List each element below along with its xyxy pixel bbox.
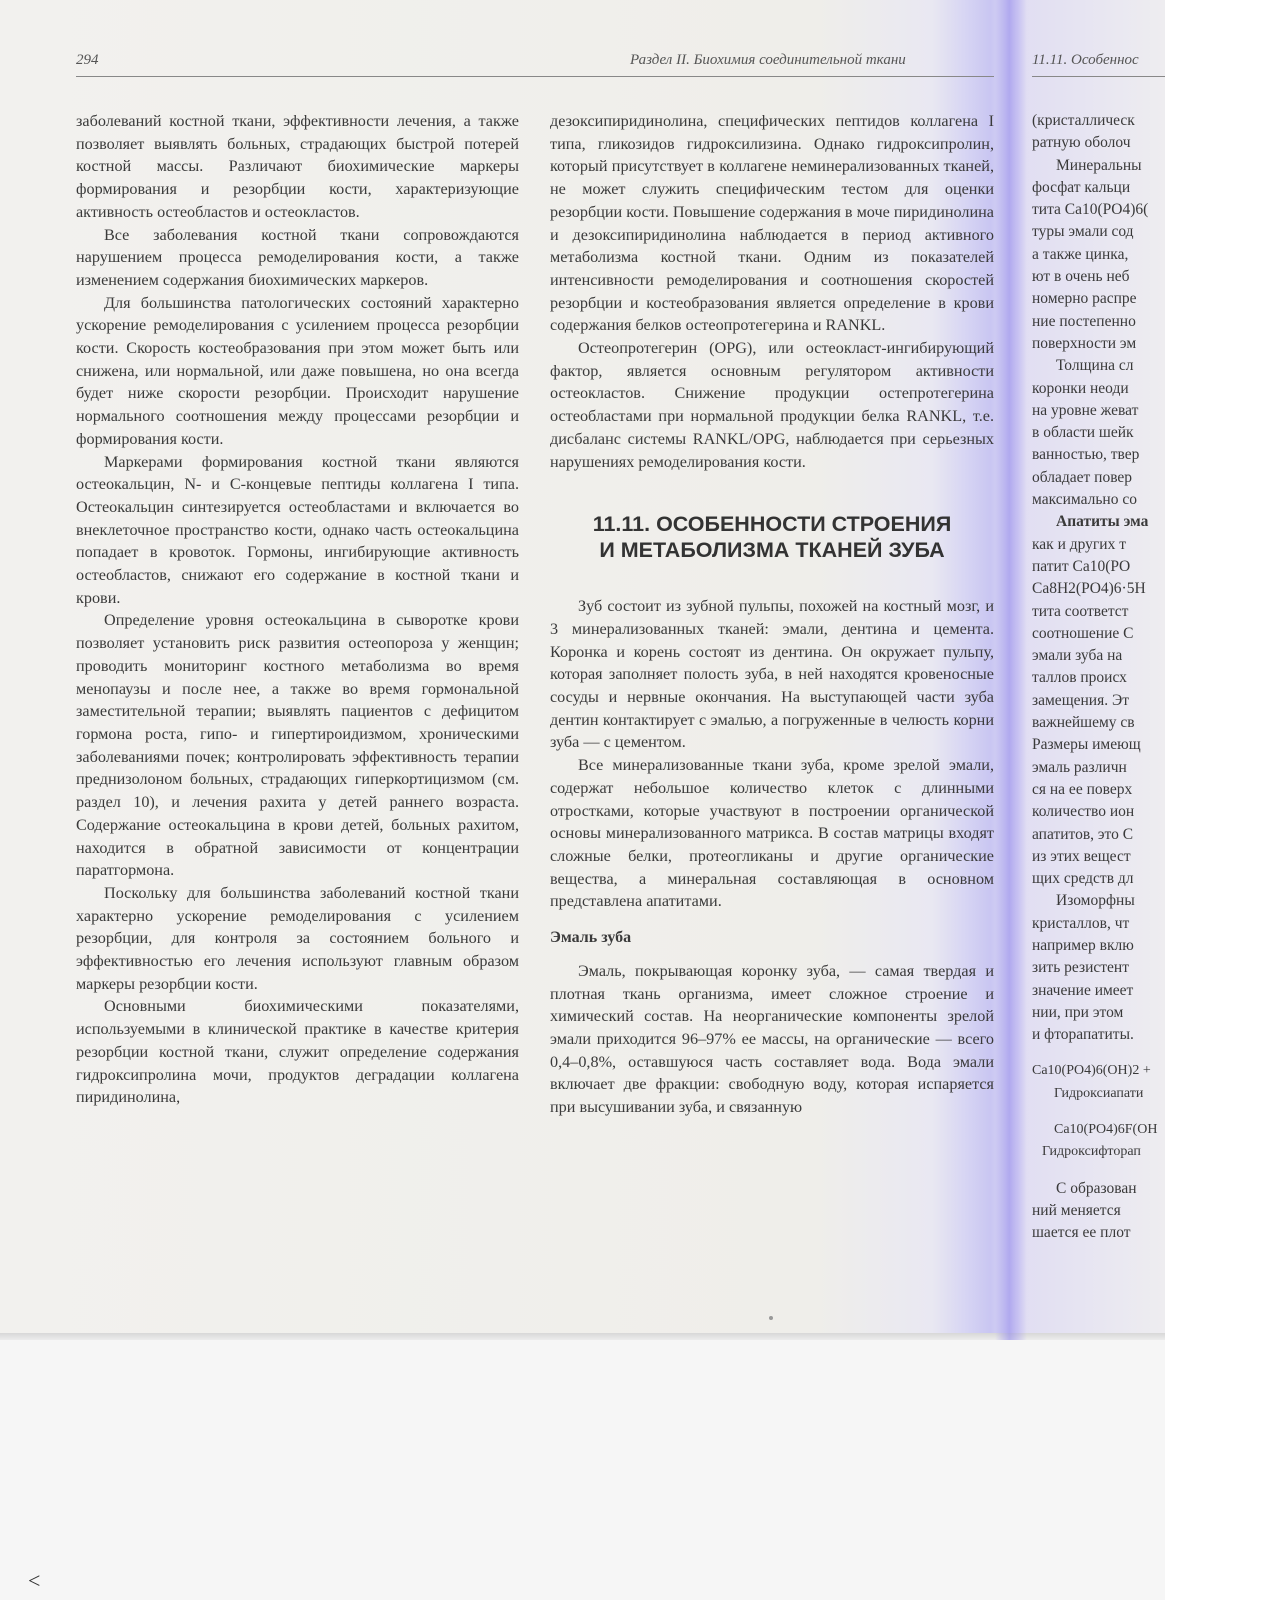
formula-label: Гидроксифторап	[1042, 1144, 1141, 1160]
paragraph: Маркерами формирования костной ткани являются остеокальцин, N- и C-концевые пептиды коллагена I типа. Остеокальцин синтезируется остеобластами и включается во внеклеточное пространство кости, однако часть остеокальцина попадает в кровоток. Гормоны, ингибирующие активность остеобластов, снижают его содержание в костной ткани и крови.	[76, 452, 519, 607]
paragraph: Основными биохимическими показателями, используемыми в клинической практике в качестве критерия резорбции костной ткани, служит определение содержания гидроксипролина мочи, продуктов деградации коллагена пиридинолина,	[76, 997, 519, 1107]
text-line: и фторапатиты.	[1032, 1026, 1134, 1044]
text-line: туры эмали сод	[1032, 223, 1134, 241]
text-line: Ca8H2(PO4)6·5H	[1032, 580, 1146, 598]
text-line: важнейшему св	[1032, 714, 1135, 732]
text-line: Размеры имеющ	[1032, 736, 1141, 754]
text-line: тита соответст	[1032, 602, 1129, 620]
paragraph: Зуб состоит из зубной пульпы, похожей на костный мозг, и 3 минерализованных тканей: эмали, дентина и цемента. Коронка и корень состоят из дентина. Он окружает пульпу, которая заполняет полость зуба, в ней находятся кровеносные сосуды и нервные окончания. На выступающей части зуба дентин контактирует с эмалью, а погруженные в челюсть корни зуба — с цементом.	[550, 597, 994, 752]
text-line: апатитов, это С	[1032, 825, 1134, 843]
formula-label: Гидроксиапати	[1054, 1085, 1144, 1101]
text-line: (кристаллическ	[1032, 112, 1135, 129]
paragraph: Все заболевания костной ткани сопровождаются нарушением процесса ремоделирования кости, а также изменением содержания биохимических маркеров.	[76, 225, 519, 289]
text-line: ратную оболоч	[1032, 134, 1131, 152]
text-line: обладает повер	[1032, 468, 1133, 486]
text-line: патит Ca10(PO	[1032, 557, 1131, 575]
text-line: ний меняется	[1032, 1201, 1121, 1219]
column-3-cropped	[1032, 110, 1165, 1245]
paragraph: Остеопротегерин (OPG), или остеокласт-ингибирующий фактор, является основным регулятором активности остеокластов. Снижение продукции остепротегерина остеобластами при нормальной продукции белка RANKL, т.е. дисбаланс системы RANKL/OPG, наблюдается при серьезных нарушениях ремоделирования кости.	[550, 339, 994, 471]
text-line: С образован	[1056, 1179, 1137, 1197]
text-line: поверхности эм	[1032, 334, 1137, 352]
paragraph: Для большинства патологических состояний характерно ускорение ремоделирования с усилением процесса резорбции кости. Скорость костеобразования при этом может быть или снижена, или нормальной, или даже повышена, но она всегда будет ниже скорости резорбции. Происходит нарушение нормального соотношения между процессами резорбции и формирования кости.	[76, 293, 519, 448]
scan-margin	[1165, 0, 1280, 1600]
paragraph: Все минерализованные ткани зуба, кроме зрелой эмали, содержат небольшое количество клеток с длинными отростками, которые участвуют в построении органической основы минерализованного матрикса. В состав матрицы входят сложные белки, протеогликаны и другие органические вещества, а минеральная составляющая в основном представлена апатитами.	[550, 756, 994, 911]
text-line: Изоморфны	[1056, 892, 1135, 910]
paragraph: Эмаль, покрывающая коронку зуба, — самая твердая и плотная ткань организма, имеет сложное строение и химический состав. На неорганические компоненты зрелой эмали приходится 96–97% ее массы, на органические — всего 0,4–0,8%, оставшуюся часть составляет вода. Вода эмали включает две фракции: свободную воду, которая испаряется при высушивании зуба, и связанную	[550, 961, 994, 1117]
text-line: номерно распре	[1032, 290, 1137, 308]
corner-mark: <	[28, 1568, 41, 1593]
column-2	[550, 110, 994, 1119]
text-line: в области шейк	[1032, 424, 1134, 442]
text-line: таллов происх	[1032, 669, 1127, 687]
text-line: ют в очень неб	[1032, 268, 1130, 286]
scan-background	[0, 1340, 1165, 1600]
paragraph: Определение уровня остеокальцина в сыворотке крови позволяет установить риск развития остеопороза у женщин; проводить мониторинг костного метаболизма во время менопаузы и после нее, а также во время гормональной заместительной терапии; выявлять пациентов с дефицитом гормона роста, гипо- и гипертироидизмом, хроническими заболеваниями почек; контролировать эффективность терапии преднизолоном больных, страдающих гиперкортицизмом (см. раздел 10), и лечения рахита у детей раннего возраста. Содержание остеокальцина в крови детей, больных рахитом, находится в обратной зависимости от концентрации паратгормона.	[76, 611, 519, 880]
header-rule-right	[1032, 76, 1165, 77]
section-title	[550, 511, 994, 563]
text-line: ся на ее поверх	[1032, 780, 1133, 798]
text-line: Минеральны	[1056, 156, 1142, 174]
text-line: щих средств дл	[1032, 870, 1134, 888]
text-line: количество ион	[1032, 803, 1135, 821]
text-line: из этих вещест	[1032, 847, 1131, 865]
section-title-line: 11.11. ОСОБЕННОСТИ СТРОЕНИЯ	[592, 512, 952, 537]
text-line: максимально со	[1032, 491, 1137, 509]
text-line: Толщина сл	[1056, 357, 1134, 375]
text-line: нии, при этом	[1032, 1003, 1124, 1021]
text-line: эмаль различн	[1032, 758, 1127, 776]
right-page-title: 11.11. Особеннос	[1032, 52, 1139, 68]
page-number: 294	[76, 52, 99, 68]
text-line: зить резистент	[1032, 959, 1129, 977]
text-line: фосфат кальци	[1032, 178, 1131, 196]
text-line: а также цинка,	[1032, 245, 1129, 263]
text-line: Апатиты эма	[1056, 513, 1149, 531]
text-line: ванностью, твер	[1032, 446, 1140, 464]
running-title: Раздел II. Биохимия соединительной ткани	[630, 52, 906, 68]
column-1	[76, 110, 519, 1109]
text-line: соотношение С	[1032, 624, 1134, 642]
paragraph: Поскольку для большинства заболеваний костной ткани характерно ускорение ремоделирования с усилением резорбции, для контроля за состоянием больного и эффективностью его лечения используют главным образом маркеры резорбции кости.	[76, 883, 519, 993]
formula: Ca10(PO4)6(OH)2 +	[1032, 1063, 1151, 1079]
text-line: тита Ca10(PO4)6(	[1032, 201, 1149, 219]
text-line: как и других т	[1032, 535, 1126, 553]
header-rule	[76, 76, 994, 77]
subsection-title: Эмаль зуба	[550, 929, 632, 947]
text-line: эмали зуба на	[1032, 647, 1123, 665]
text-line: например вклю	[1032, 936, 1134, 954]
formula: Ca10(PO4)6F(OH	[1054, 1122, 1158, 1138]
text-line: значение имеет	[1032, 981, 1134, 999]
text-line: на уровне жеват	[1032, 401, 1139, 419]
scan-speck	[769, 1316, 773, 1320]
text-line: ние постепенно	[1032, 312, 1136, 330]
text-line: замещения. Эт	[1032, 691, 1129, 709]
text-line: коронки неоди	[1032, 379, 1129, 397]
paragraph: дезоксипиридинолина, специфических пептидов коллагена I типа, гликозидов гидроксилизина. Однако гидроксипролин, который присутствует в коллагене неминерализованных тканей, не может служить специфическим тестом для оценки резорбции кости. Повышение содержания в моче пиридинолина и дезоксипиридинолина наблюдается в период активного метаболизма костной ткани. Одним из показателей интенсивности ремоделирования и соотношения скоростей резорбции и костеобразования является определение в крови содержания белков остеопротегерина и RANKL.	[550, 112, 994, 335]
paragraph: заболеваний костной ткани, эффективности лечения, а также позволяет выявлять больных, страдающих быстрой потерей костной массы. Различают биохимические маркеры формирования и резорбции кости, характеризующие активность остеобластов и остеокластов.	[76, 112, 519, 221]
text-line: кристаллов, чт	[1032, 914, 1130, 932]
book-spine-shadow	[995, 0, 1027, 1340]
text-line: шается ее плот	[1032, 1224, 1131, 1242]
section-title-line: И МЕТАБОЛИЗМА ТКАНЕЙ ЗУБА	[599, 538, 945, 563]
